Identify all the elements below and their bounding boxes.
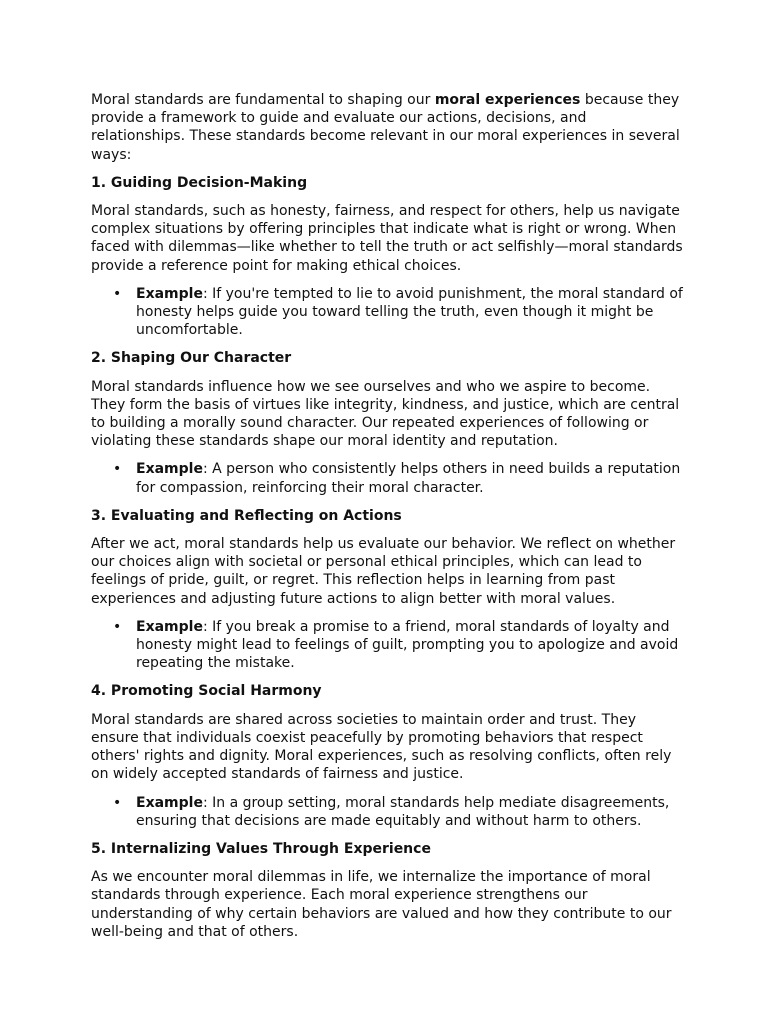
section-heading-4: 4. Promoting Social Harmony [91,683,322,700]
section-body-1: Moral standards, such as honesty, fairness, and respect for others, help us navigate complex situations by offering principles that indicate what is right or wrong. When faced with dilemmas—like whether to tell the truth or act selfishly—moral standards provide a reference point for making ethical choices. [91,203,683,274]
bullet-marker: • [113,618,122,635]
example-item-4 [113,794,683,830]
example-text-2: : A person who consistently helps others in need builds a reputation for compassion, reinforcing their moral character. [136,461,681,496]
intro-text-end: because they provide a framework to guide and evaluate our actions, decisions, and relationships. These standards become relevant in our moral experiences in several ways: [91,92,680,163]
example-item-3 [113,618,683,673]
example-label: Example [136,794,203,811]
section-heading-1: 1. Guiding Decision-Making [91,174,308,191]
example-list-4 [91,794,683,830]
section-body-3: After we act, moral standards help us evaluate our behavior. We reflect on whether our choices align with societal or personal ethical principles, which can lead to feelings of pride, guilt, or regret. This reflection helps in learning from past experiences and adjusting future actions to align better with moral values. [91,536,676,607]
intro-paragraph [91,91,683,164]
example-text-4: : In a group setting, moral standards help mediate disagreements, ensuring that decisions are made equitably and without harm to others. [136,794,670,829]
example-label: Example [136,285,203,302]
example-list-3 [91,618,683,673]
intro-bold-term: moral experiences [434,92,581,108]
section-body-4: Moral standards are shared across societies to maintain order and trust. They ensure that individuals coexist peacefully by promoting behaviors that respect others' rights and dignity. Moral experiences, such as resolving conflicts, often rely on widely accepted standards of fairness and justice. [91,711,672,783]
example-text-1: : If you're tempted to lie to avoid punishment, the moral standard of honesty helps guide you toward telling the truth, even though it might be uncomfortable. [136,285,683,339]
section-heading-2: 2. Shaping Our Character [91,350,292,367]
section-body-5: As we encounter moral dilemmas in life, we internalize the importance of moral standards through experience. Each moral experience strengthens our understanding of why certain behaviors are valued and how they contribute to our well-being and that of others. [91,869,672,940]
intro-text-start: Moral standards are fundamental to shaping our [91,92,435,108]
example-item-1 [113,285,683,340]
example-list-1 [91,285,683,340]
document-page [91,91,683,951]
section-heading-5: 5. Internalizing Values Through Experience [91,840,431,857]
example-list-2 [91,460,683,496]
section-body-2: Moral standards influence how we see ourselves and who we aspire to become. They form the basis of virtues like integrity, kindness, and justice, which are central to building a morally sound character. Our repeated experiences of following or violating these standards shape our moral identity and reputation. [91,378,680,450]
example-label: Example [136,461,203,478]
section-heading-3: 3. Evaluating and Reflecting on Actions [91,507,402,524]
example-text-3: : If you break a promise to a friend, moral standards of loyalty and honesty might lead to feelings of guilt, prompting you to apologize and avoid repeating the mistake. [136,618,679,672]
example-item-2 [113,460,683,496]
bullet-marker: • [113,461,122,478]
bullet-marker: • [113,285,122,302]
bullet-marker: • [113,794,122,811]
example-label: Example [136,618,203,635]
